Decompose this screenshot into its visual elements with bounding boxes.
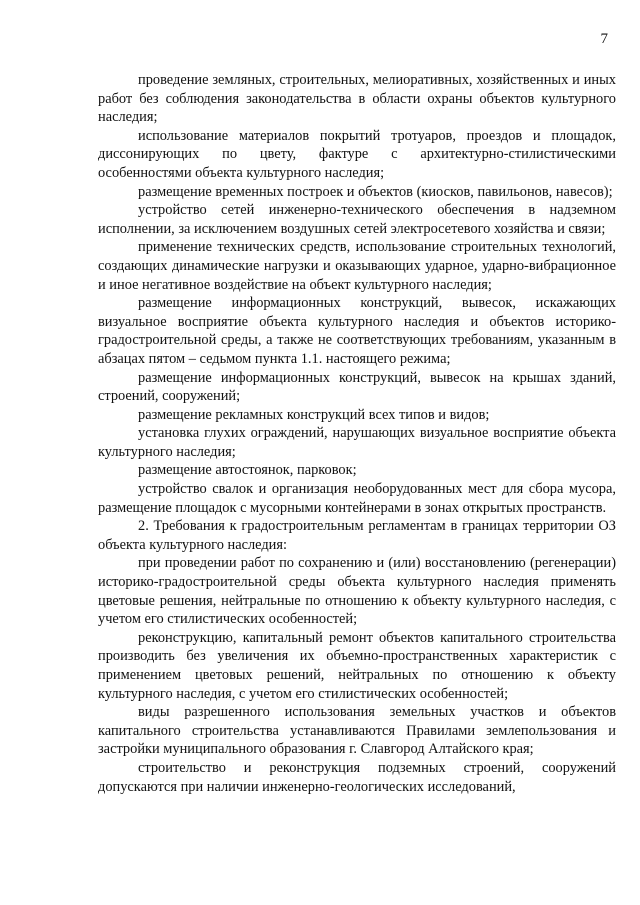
paragraph: при проведении работ по сохранению и (или) восстановлению (регенерации) историко-градостроительной среды объекта культурного наследия применять цветовые решения, нейтральные по отношению к объекту культурного наследия, с учетом его стилистических особенностей; (98, 555, 616, 628)
page-number: 7 (600, 31, 608, 47)
paragraph: установка глухих ограждений, нарушающих визуальное восприятие объекта культурного наследия; (98, 425, 616, 460)
paragraph: размещение автостоянок, парковок; (138, 462, 357, 479)
paragraph: виды разрешенного использования земельных участков и объектов капитального строительства устанавливаются Правилами землепользования и застройки муниципального образования г. Славгород Алтайского края; (98, 704, 616, 758)
paragraph: применение технических средств, использование строительных технологий, создающих динамические нагрузки и оказывающих ударное, ударно-вибрационное и иное негативное воздействие на объект культурного наследия; (98, 239, 616, 293)
paragraph: строительство и реконструкция подземных строений, сооружений допускаются при наличии инженерно-геологических исследований, (98, 759, 616, 795)
paragraph: размещение информационных конструкций, вывесок, искажающих визуальное восприятие объекта культурного наследия и объектов историко-градостроительной среды, а также не соответствующих требованиям, указанным в абзацах пятом – седьмом пункта 1.1. настоящего режима; (98, 295, 616, 367)
paragraph: проведение земляных, строительных, мелиоративных, хозяйственных и иных работ без соблюдения законодательства в области охраны объектов культурного наследия; (98, 72, 616, 126)
paragraph: устройство сетей инженерно-технического обеспечения в надземном исполнении, за исключением воздушных сетей электросетевого хозяйства и связи; (98, 202, 616, 237)
paragraph: размещение временных построек и объектов (киосков, павильонов, навесов); (138, 183, 613, 200)
paragraph: размещение рекламных конструкций всех типов и видов; (138, 406, 490, 423)
paragraph: размещение информационных конструкций, вывесок на крышах зданий, строений, сооружений; (98, 369, 616, 405)
section-heading: 2. Требования к градостроительным регламентам в границах территории ОЗ объекта культурного наследия: (98, 518, 616, 553)
paragraph: реконструкцию, капитальный ремонт объектов капитального строительства производить без увеличения их объемно-пространственных характеристик с применением цветовых решений, нейтральных по отношению к объекту культурного наследия, с учетом его стилистических особенностей; (98, 629, 616, 702)
paragraph: устройство свалок и организация необорудованных мест для сбора мусора, размещение площадок с мусорными контейнерами в зонах открытых пространств. (98, 481, 616, 516)
body-text (98, 71, 616, 796)
paragraph: использование материалов покрытий тротуаров, проездов и площадок, диссонирующих по цвету, фактуре с архитектурно-стилистическими особенностями объекта культурного наследия; (98, 127, 616, 181)
